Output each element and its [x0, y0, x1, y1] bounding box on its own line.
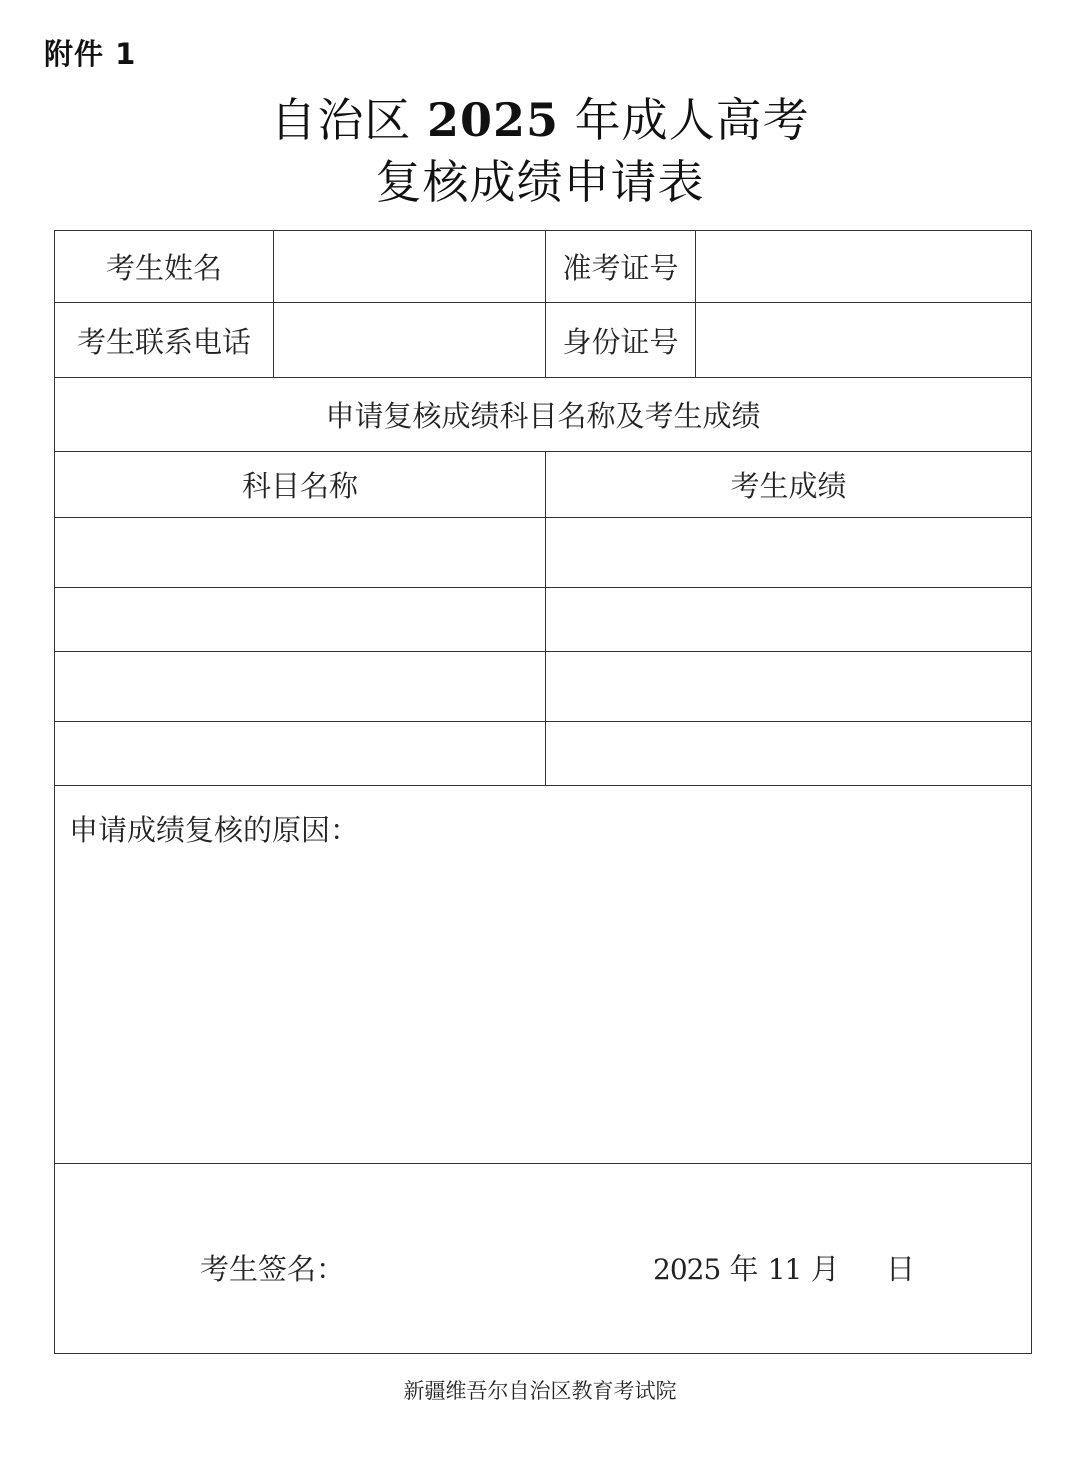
subject-field-1[interactable]	[54, 517, 546, 588]
date-month-unit: 月	[810, 1252, 840, 1286]
subject-field-4[interactable]	[54, 721, 546, 786]
title-region: 自治区	[270, 93, 412, 147]
title-exam: 年成人高考	[574, 93, 810, 147]
subject-field-3[interactable]	[54, 651, 546, 722]
signature-label: 考生签名：	[200, 1252, 346, 1286]
score-field-4[interactable]	[545, 721, 1032, 786]
score-field-3[interactable]	[545, 651, 1032, 722]
admission-field[interactable]	[695, 230, 1032, 303]
date-year: 2025	[653, 1253, 721, 1286]
form-title	[0, 84, 1080, 150]
phone-label-cell	[54, 302, 274, 378]
subject-header-cell	[54, 451, 546, 518]
score-field-1[interactable]	[545, 517, 1032, 588]
id-label: 身份证号	[562, 324, 679, 359]
application-date	[653, 1247, 915, 1288]
section-title: 申请复核成绩科目名称及考生成绩	[325, 399, 761, 433]
admission-label: 准考证号	[562, 251, 679, 285]
signature-cell[interactable]	[54, 1163, 1032, 1354]
form-subtitle: 复核成绩申请表	[375, 155, 705, 209]
reason-field[interactable]	[54, 785, 1032, 1164]
score-field-2[interactable]	[545, 587, 1032, 652]
issuing-organization: 新疆维吾尔自治区教育考试院	[403, 1379, 677, 1403]
date-day-unit: 日	[886, 1252, 916, 1286]
admission-label-cell	[545, 230, 696, 303]
subject-field-2[interactable]	[54, 587, 546, 652]
id-label-cell	[545, 302, 696, 378]
subject-header: 科目名称	[241, 469, 358, 503]
date-month: 11	[767, 1253, 802, 1286]
phone-field[interactable]	[273, 302, 546, 378]
score-header: 考生成绩	[730, 469, 847, 503]
phone-label: 考生联系电话	[76, 324, 251, 359]
title-year: 2025	[426, 93, 560, 147]
attachment-label: 附件 1	[44, 37, 137, 71]
reason-label: 申请成绩复核的原因：	[69, 813, 360, 847]
score-header-cell	[545, 451, 1032, 518]
section-title-cell	[54, 377, 1032, 452]
name-label: 考生姓名	[105, 251, 222, 285]
name-label-cell	[54, 230, 274, 303]
date-year-unit: 年	[729, 1252, 759, 1286]
id-field[interactable]	[695, 302, 1032, 378]
name-field[interactable]	[273, 230, 546, 303]
